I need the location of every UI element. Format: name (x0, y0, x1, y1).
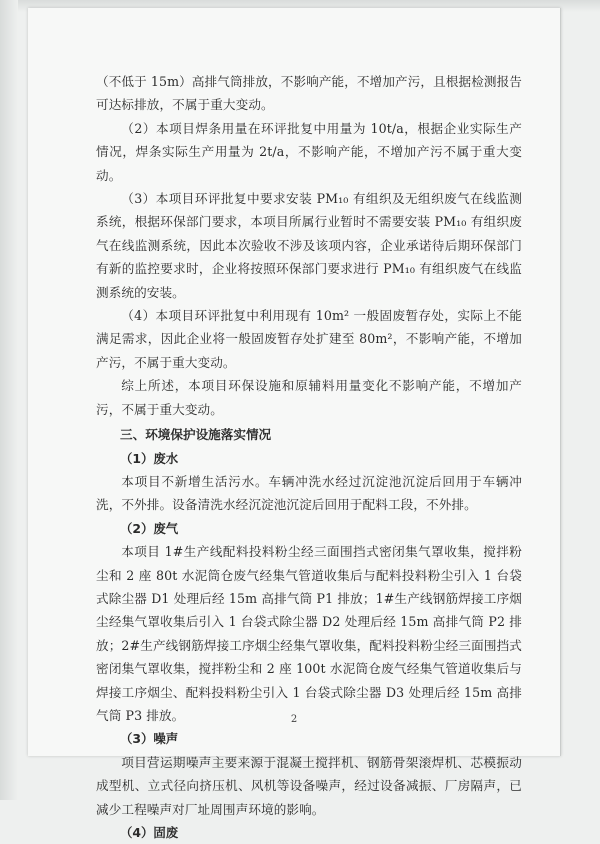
paragraph-pm10-monitoring: （3）本项目环评批复中要求安装 PM₁₀ 有组织及无组织废气在线监测系统，根据环保部门要求，本项目所属行业暂时不需要安装 PM₁₀ 有组织废气在线监测系统，因此本次验收不涉及该项内容，企业承诺待后期环保部门有新的监控要求时，企业将按照环保部门要求进行 PM₁₀ 有组织废气在线监测系统的安装。 (96, 191, 522, 300)
scan-edge-left (0, 0, 18, 800)
subheading-noise: （3）噪声 (120, 731, 179, 747)
subheading-solid-waste: （4）固废 (120, 825, 179, 840)
section-heading-environmental-facilities: 三、环境保护设施落实情况 (120, 427, 272, 443)
paragraph-wastewater: 本项目不新增生活污水。车辆冲洗水经过沉淀池沉淀后回用于车辆冲洗，不外排。设备清洗水经沉淀池沉淀后回用于配料工段，不外排。 (96, 473, 522, 513)
paragraph-exhaust-height: （不低于 15m）高排气筒排放，不影响产能，不增加产污，且根据检测报告可达标排放，不属于重大变动。 (96, 74, 522, 113)
paragraph-welding-rod: （2）本项目焊条用量在环评批复中用量为 10t/a，根据企业实际生产情况，焊条实际生产用量为 2t/a，不影响产能，不增加产污不属于重大变动。 (96, 120, 522, 183)
document-page (28, 8, 561, 840)
subheading-waste-gas: （2）废气 (120, 520, 179, 536)
paragraph-noise: 项目营运期噪声主要来源于混凝土搅拌机、钢筋骨架滚焊机、芯模振动成型机、立式径向挤压机、风机等设备噪声，经过设备减振、厂房隔声，已减少工程噪声对厂址周围声环境的影响。 (96, 754, 522, 817)
subheading-wastewater: （1）废水 (120, 450, 179, 466)
paragraph-waste-gas: 本项目 1#生产线配料投料粉尘经三面围挡式密闭集气罩收集，搅拌粉尘和 2 座 80t 水泥筒仓废气经集气管道收集后与配料投料粉尘引入 1 台袋式除尘器 D1 处理后经 15m 高排气筒 P1 排放；1#生产线钢筋焊接工序烟尘经集气罩收集后引入 1 台袋式除尘器 D2 处理后经 15m 高排气筒 P2 排放；2#生产线钢筋焊接工序烟尘经集气罩收集，配料投料粉尘经三面围挡式密闭集气罩收集，搅拌粉尘和 2 座 100t 水泥筒仓废气经集气管道收集后与焊接工序烟尘、配料投料粉尘引入 1 台袋式除尘器 D3 处理后经 15m 高排气筒 P3 排放。 (96, 544, 522, 723)
page-content (96, 70, 522, 844)
paragraph-solid-waste-storage: （4）本项目环评批复中利用现有 10m² 一般固废暂存处，实际上不能满足需求，因此企业将一般固废暂存处扩建至 80m²，不影响产能，不增加产污，不属于重大变动。 (96, 308, 522, 370)
page-number: 2 (290, 714, 298, 725)
paragraph-summary: 综上所述，本项目环保设施和原辅料用量变化不影响产能，不增加产污，不属于重大变动。 (96, 378, 522, 417)
